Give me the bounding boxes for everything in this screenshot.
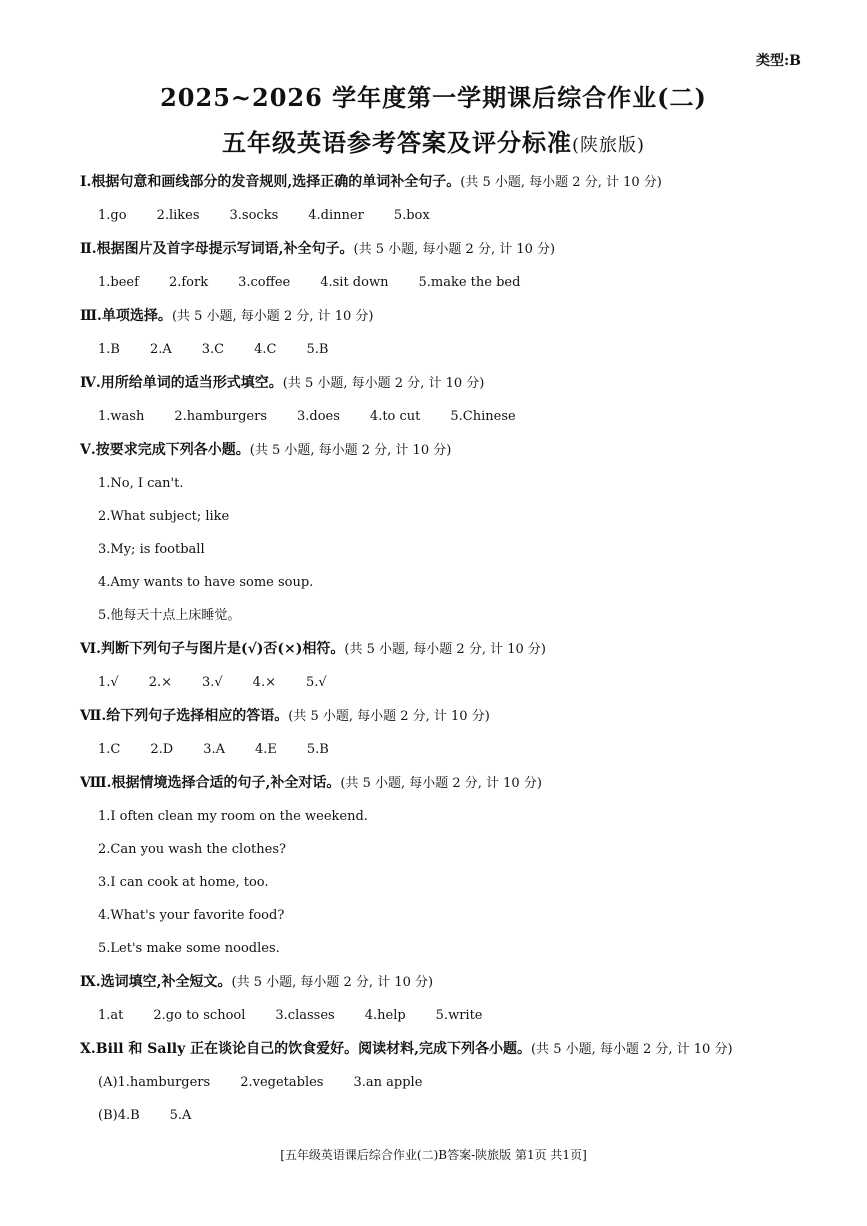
answer-item: 4.E xyxy=(254,742,277,757)
answer-item: 3.classes xyxy=(275,1008,335,1023)
answer-line: 3.I can cook at home, too. xyxy=(98,875,269,890)
answer-row xyxy=(80,340,800,373)
section-9 xyxy=(80,972,800,1039)
section-points: (共 5 小题, 每小题 2 分, 计 10 分) xyxy=(288,709,490,724)
answer-item: 3.an apple xyxy=(353,1075,423,1090)
answer-item: 5.Chinese xyxy=(450,409,516,424)
subtitle-edition: (陕旅版) xyxy=(571,135,646,156)
answer-item: 5.box xyxy=(393,208,430,223)
answer-row-part-b xyxy=(80,1106,800,1139)
section-heading-text: Ⅵ.判断下列句子与图片是(√)否(×)相符。 xyxy=(80,641,345,657)
section-heading xyxy=(80,172,800,206)
section-heading-text: Ⅸ.选词填空,补全短文。 xyxy=(80,974,232,990)
answer-item: 1.√ xyxy=(98,675,119,690)
answer-item: 4.dinner xyxy=(308,208,364,223)
section-heading xyxy=(80,306,800,340)
section-10 xyxy=(80,1039,800,1139)
answer-item: 1.B xyxy=(98,342,120,357)
answer-line: 4.Amy wants to have some soup. xyxy=(98,575,314,590)
answer-item: 4.C xyxy=(254,342,277,357)
answer-line: 5.他每天十点上床睡觉。 xyxy=(98,608,241,623)
section-heading-text: Ⅳ.用所给单词的适当形式填空。 xyxy=(80,375,283,391)
answer-item: 2.hamburgers xyxy=(174,409,267,424)
answer-item: 4.to cut xyxy=(369,409,421,424)
answer-item: 3.√ xyxy=(201,675,223,690)
subtitle-main: 五年级英语参考答案及评分标准 xyxy=(221,128,572,157)
section-heading-text: Ⅶ.给下列句子选择相应的答语。 xyxy=(80,708,289,724)
section-heading-text: Ⅰ.根据句意和画线部分的发音规则,选择正确的单词补全句子。 xyxy=(80,174,461,190)
answer-line: 3.My; is football xyxy=(98,542,205,557)
answer-content xyxy=(80,172,800,1139)
answer-item: 2.D xyxy=(150,742,174,757)
answer-item: 4.sit down xyxy=(320,275,389,290)
answer-item: 2.A xyxy=(149,342,172,357)
answer-row xyxy=(80,407,800,440)
answer-item: (A)1.hamburgers xyxy=(98,1075,211,1090)
type-label: 类型:B xyxy=(755,53,801,69)
section-6 xyxy=(80,639,800,706)
section-heading xyxy=(80,972,800,1006)
answer-item: 2.go to school xyxy=(153,1008,246,1023)
answer-item: 4.help xyxy=(364,1008,406,1023)
answer-line: 5.Let's make some noodles. xyxy=(98,941,280,956)
answer-item: 1.wash xyxy=(98,409,145,424)
answer-row xyxy=(80,206,800,239)
answer-item: 5.A xyxy=(169,1108,192,1123)
answer-line: 4.What's your favorite food? xyxy=(98,908,285,923)
page-footer: [五年级英语课后综合作业(二)B答案-陕旅版 第1页 共1页] xyxy=(280,1148,587,1162)
section-heading-text: Ⅷ.根据情境选择合适的句子,补全对话。 xyxy=(80,775,341,791)
section-4 xyxy=(80,373,800,440)
page-subtitle xyxy=(0,123,867,158)
answer-item: 1.C xyxy=(98,742,121,757)
answer-item: 2.× xyxy=(148,675,172,690)
answer-line: 1.I often clean my room on the weekend. xyxy=(98,809,368,824)
section-points: (共 5 小题, 每小题 2 分, 计 10 分) xyxy=(460,175,662,190)
section-points: (共 5 小题, 每小题 2 分, 计 10 分) xyxy=(353,242,556,257)
answer-line: 2.Can you wash the clothes? xyxy=(98,842,286,857)
answer-item: 5.√ xyxy=(305,675,327,690)
section-2 xyxy=(80,239,800,306)
answer-item: 3.socks xyxy=(229,208,279,223)
answer-item: (B)4.B xyxy=(98,1108,140,1123)
answer-row xyxy=(80,273,800,306)
answer-row xyxy=(80,673,800,706)
answer-item: 4.× xyxy=(252,675,276,690)
answer-item: 1.at xyxy=(98,1008,124,1023)
section-8 xyxy=(80,773,800,972)
answer-item: 5.make the bed xyxy=(418,275,521,290)
section-points: (共 5 小题, 每小题 2 分, 计 10 分) xyxy=(231,975,434,990)
section-7 xyxy=(80,706,800,773)
section-points: (共 5 小题, 每小题 2 分, 计 10 分) xyxy=(171,309,374,324)
answer-item: 5.B xyxy=(306,342,329,357)
answer-line: 1.No, I can't. xyxy=(98,476,184,491)
answer-item: 3.C xyxy=(201,342,225,357)
section-1 xyxy=(80,172,800,239)
section-points: (共 5 小题, 每小题 2 分, 计 10 分) xyxy=(530,1042,733,1057)
section-heading-text: Ⅴ.按要求完成下列各小题。 xyxy=(80,442,250,458)
section-points: (共 5 小题, 每小题 2 分, 计 10 分) xyxy=(282,376,485,391)
answer-item: 3.does xyxy=(297,409,340,424)
answer-row-part-a xyxy=(80,1073,800,1106)
section-heading-text: Ⅱ.根据图片及首字母提示写词语,补全句子。 xyxy=(80,241,354,257)
section-heading xyxy=(80,239,800,273)
answer-item: 2.vegetables xyxy=(240,1075,324,1090)
section-heading xyxy=(80,773,800,807)
section-3 xyxy=(80,306,800,373)
section-heading xyxy=(80,706,800,740)
answer-item: 5.B xyxy=(306,742,329,757)
section-points: (共 5 小题, 每小题 2 分, 计 10 分) xyxy=(249,443,452,458)
answer-item: 2.likes xyxy=(156,208,200,223)
answer-item: 5.write xyxy=(435,1008,483,1023)
answer-item: 3.A xyxy=(203,742,225,757)
section-heading xyxy=(80,1039,800,1073)
section-heading-text: Ⅹ.Bill 和 Sally 正在谈论自己的饮食爱好。阅读材料,完成下列各小题。 xyxy=(80,1041,531,1057)
section-5 xyxy=(80,440,800,639)
section-points: (共 5 小题, 每小题 2 分, 计 10 分) xyxy=(340,776,542,791)
section-heading xyxy=(80,373,800,407)
section-heading xyxy=(80,639,800,673)
answer-row xyxy=(80,740,800,773)
page-title: 2025~2026 学年度第一学期课后综合作业(二) xyxy=(160,83,707,112)
answer-item: 2.fork xyxy=(168,275,209,290)
section-heading xyxy=(80,440,800,474)
answer-item: 1.beef xyxy=(98,275,139,290)
section-points: (共 5 小题, 每小题 2 分, 计 10 分) xyxy=(344,642,546,657)
section-heading-text: Ⅲ.单项选择。 xyxy=(80,308,172,324)
answer-line: 2.What subject; like xyxy=(98,509,230,524)
answer-item: 1.go xyxy=(98,208,127,223)
answer-row xyxy=(80,1006,800,1039)
answer-item: 3.coffee xyxy=(238,275,291,290)
